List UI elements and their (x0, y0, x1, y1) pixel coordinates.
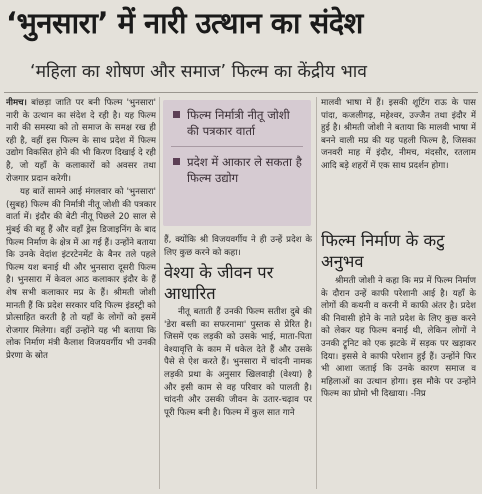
column-divider-1 (159, 97, 160, 489)
dateline: नीमच। (6, 98, 27, 108)
column-3-top (321, 97, 476, 225)
column1-paragraph-1-text: बांछड़ा जाति पर बनी फिल्म 'भुनसारा' नारी के उत्थान का संदेश दे रही है। यह फिल्म नारी की समस्या को तो समाज के समक्ष रख ही रही है, वहीं इस फिल्म के साथ प्रदेश में फिल्म उद्योग विकसित होने की भी किरण दिखाई दे रही है, जो यहाँ के कलाकारों को अवसर तथा रोजगार प्रदान करेगी। (6, 98, 156, 184)
column-2-top (164, 234, 312, 264)
section-heading-2: वेश्या के जीवन पर आधारित (164, 263, 274, 303)
column-3-body (321, 275, 476, 491)
column-divider-2 (316, 97, 317, 489)
square-bullet-icon (173, 158, 180, 165)
header-rule (4, 92, 478, 93)
column1-paragraph-2: यह बातें सामने आई मंगलवार को 'भुनसारा' (सुबह) फिल्म की निर्मात्री नीतू जोशी की पत्रकार वार्ता में। इंदौर की बेटी नीतू पिछले 20 साल से मुंबई की बहू हैं और वहाँ ड्रेस डिजाइनिंग के बाद फिल्म निर्माण के क्षेत्र में आ गई हैं। उन्होंने बताया कि उनके वेदांश इंटरटेनमेंट के बैनर तले पहले फिल्म यश बनाई थी और भुनसारा दूसरी फिल्म है। भुनसारा में केवल आठ कलाकार इंदौर के हैं शेष सभी कलाकार मप्र के हैं। श्रीमती जोशी मानती हैं कि प्रदेश सरकार यदि फिल्म इंडस्ट्री को प्रोत्साहित करती है तो यहाँ के लोगों को इसमें रोजगार मिलेगा। वहीं उन्होंने यह भी बताया कि लोक निर्माण मंत्री कैलाश विजयवर्गीय भी उनकी प्रेरणा के स्रोत (6, 187, 156, 361)
column3-paragraph-1: मालवी भाषा में हैं। इसकी शूटिंग राऊ के पास पांदा, कजलीगढ़, महेश्वर, उज्जैन तथा इंदौर में हुई है। श्रीमती जोशी ने बताया कि मालवी भाषा में बनने वाली मप्र की यह पहली फिल्म है, जिसका जनवरी माह में इंदौर, नीमच, मंदसौर, रतलाम आदि बड़े शहरों में एक साथ प्रदर्शन होगा। (321, 98, 476, 171)
pullquote-item-2 (173, 154, 305, 186)
section-heading-3: फिल्म निर्माण के कटु अनुभव (321, 231, 445, 271)
square-bullet-icon (173, 111, 180, 118)
column2-paragraph-1: हैं, क्योंकि श्री विजयवर्गीय ने ही उन्हें प्रदेश के लिए कुछ करने को कहा। (164, 235, 312, 258)
pullquote-item-1 (173, 107, 305, 139)
pullquote-item-1-text: फिल्म निर्मात्री नीतू जोशी की पत्रकार वार्ता (187, 108, 290, 138)
pullquote-divider (171, 146, 303, 147)
headline: ‘भुनसारा’ में नारी उत्थान का संदेश (6, 6, 363, 40)
subheadline: ‘महिला का शोषण और समाज’ फिल्म का केंद्रीय भाव (30, 62, 368, 82)
pullquote-item-2-text: प्रदेश में आकार ले सकता है फिल्म उद्योग (187, 155, 302, 185)
column-1 (6, 97, 156, 491)
column1-paragraph-1 (6, 97, 156, 185)
column-2-body (164, 306, 312, 491)
pullquote-box (163, 100, 311, 226)
column3-paragraph-2: श्रीमती जोशी ने कहा कि मप्र में फिल्म निर्माण के दौरान उन्हें काफी परेशानी आई है। यहाँ के लोगों की कथनी व करनी में काफी अंतर है। प्रदेश की निवासी होने के नाते प्रदेश के लिए कुछ करने को लेकर यह फिल्म बनाई थी, लेकिन लोगों ने उनकी ट्रूनिट को एक झटके में सड़क पर खड़ाकर दिया। इससे वे काफी परेशान हुईं हैं। उन्होंने फिर भी आशा जताई कि उनके कारण समाज व महिलाओं का उत्थान होगा। इस मौके पर उन्होंने फिल्म का प्रोमो भी दिखाया। -निप्र (321, 276, 476, 400)
column2-paragraph-2: नीतू बताती हैं उनकी फिल्म सतीश दुबे की 'डेरा बस्ती का सफरनामा' पुस्तक से प्रेरित है। जिसमें एक लड़की को उसके भाई, माता-पिता वेश्यावृत्ति के काम में धकेल देते हैं और उसके पैसे से ऐश करते हैं। भुनसारा में चांदनी नामक लड़की प्रथा के अनुसार खिलवाड़ी (वेश्या) है और इसी काम से वह परिवार को पालती है। चांदनी और उसकी जीवन के उतार-चढ़ाव पर पूरी फिल्म बनी है। फिल्म में कुल सात गाने (164, 307, 312, 418)
